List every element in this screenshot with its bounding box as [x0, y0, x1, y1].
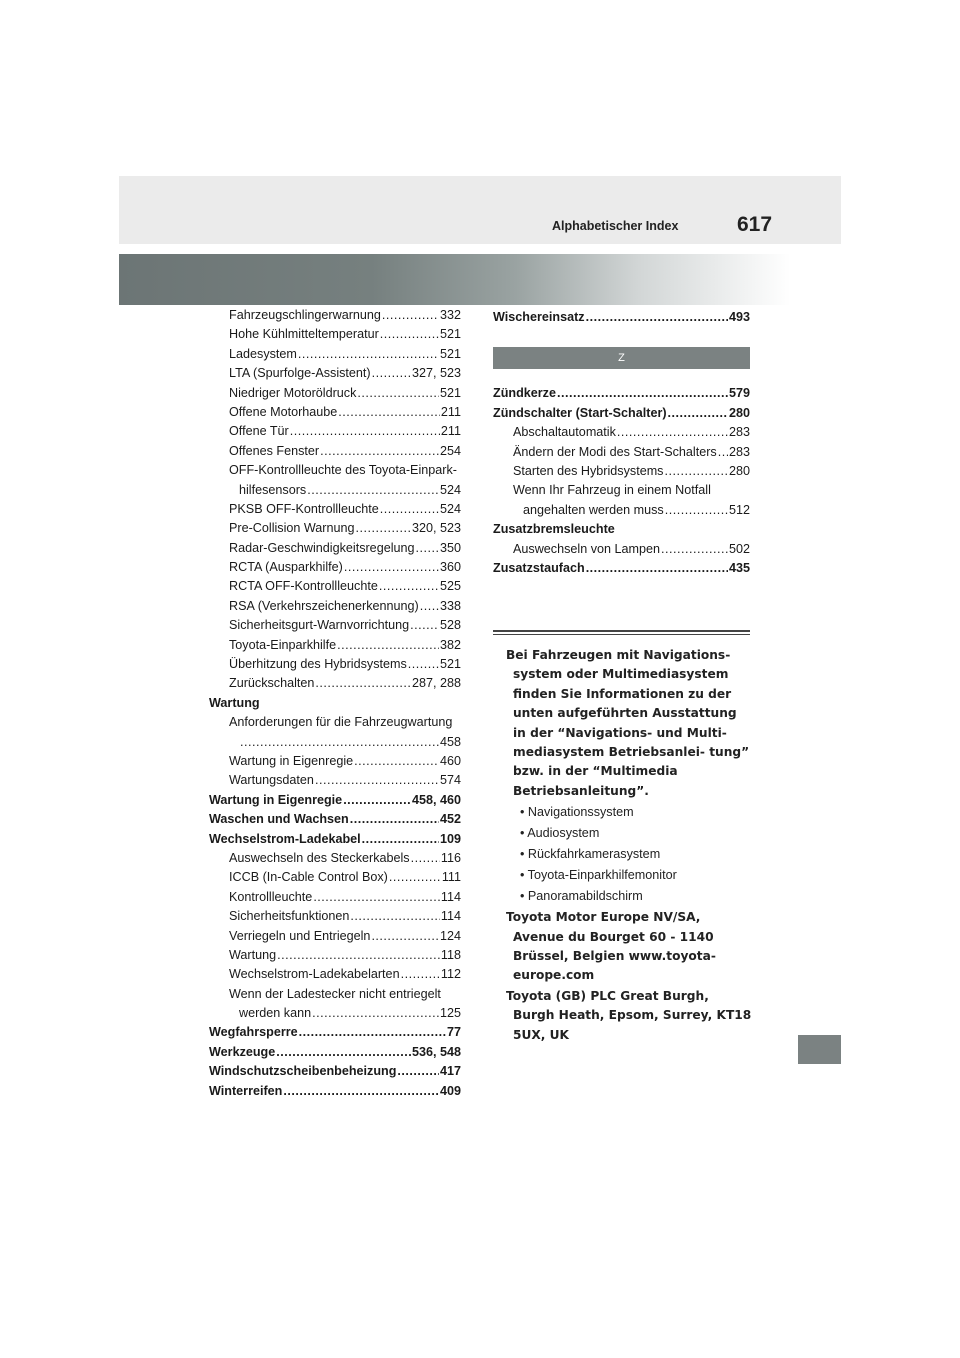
index-entry: [209, 519, 461, 538]
index-entry-page: 525: [439, 579, 461, 594]
leader-dots: [312, 1004, 439, 1023]
header-band: [119, 176, 841, 244]
index-entry-page: 77: [446, 1025, 461, 1040]
index-entry-label: Zusatzbremsleuchte: [493, 522, 615, 537]
leader-dots: [408, 655, 439, 674]
index-entry: [209, 539, 461, 558]
index-entry-label: Zündschalter (Start-Schalter): [493, 405, 667, 420]
index-entry: [209, 616, 461, 635]
index-entry-label: Radar-Geschwindigkeitsregelung: [229, 540, 415, 555]
leader-dots: [315, 771, 439, 790]
leader-dots: [557, 384, 728, 403]
index-entry-page: 211: [440, 404, 461, 419]
index-entry-label: Wartung: [229, 947, 277, 962]
leader-dots: [397, 1062, 439, 1081]
index-entry-label: ICCB (In-Cable Control Box): [229, 870, 388, 885]
info-list-item: • Panoramabildschirm: [520, 889, 643, 904]
index-entry: [209, 674, 461, 693]
index-entry: [493, 384, 750, 403]
leader-dots: [411, 849, 440, 868]
index-entry: [493, 481, 750, 500]
index-entry-label: PKSB OFF-Kontrollleuchte: [229, 501, 379, 516]
index-entry-label: angehalten werden muss: [523, 502, 664, 517]
index-entry: [209, 558, 461, 577]
leader-dots: [718, 443, 728, 462]
leader-dots: [357, 384, 439, 403]
index-entry-label: Wartung in Eigenregie: [209, 792, 343, 807]
index-entry: [493, 559, 750, 578]
index-entry-label: Abschaltautomatik: [513, 425, 616, 440]
leader-dots: [416, 539, 439, 558]
leader-dots: [337, 636, 439, 655]
index-entry: [209, 810, 461, 829]
index-column-right: [493, 308, 750, 578]
address-uk: Toyota (GB) PLC Great Burgh, Burgh Heath, Epsom, Surrey, KT18 5UX, UK: [506, 988, 752, 1042]
index-entry-label: Niedriger Motoröldruck: [229, 385, 357, 400]
thumb-index-tab: [798, 1035, 841, 1064]
index-entry-label: Auswechseln von Lampen: [513, 541, 661, 556]
index-entry: [209, 481, 461, 500]
leader-dots: [276, 1043, 411, 1062]
info-list-item: • Navigationssystem: [520, 805, 634, 820]
index-entry-page: 125: [439, 1006, 461, 1021]
leader-dots: [299, 1023, 446, 1042]
index-entry-page: 211: [440, 424, 461, 439]
index-entry: [209, 306, 461, 325]
index-entry: [209, 733, 461, 752]
index-entry: [209, 403, 461, 422]
leader-dots: [283, 1082, 439, 1101]
section-letter-bar: Z: [493, 347, 750, 369]
index-entry: [209, 946, 461, 965]
index-entry-label: Waschen und Wachsen: [209, 812, 349, 827]
index-entry-label: Winterreifen: [209, 1083, 283, 1098]
index-entry-label: Wenn Ihr Fahrzeug in einem Notfall: [513, 483, 711, 498]
leader-dots: [665, 501, 728, 520]
index-entry: [209, 868, 461, 887]
index-entry: [209, 577, 461, 596]
index-entry: [209, 500, 461, 519]
leader-dots: [362, 830, 439, 849]
leader-dots: [338, 403, 440, 422]
index-entry: [209, 1043, 461, 1062]
index-entry-page: 360: [439, 560, 461, 575]
info-box: [506, 646, 752, 1045]
index-entry-page: 579: [728, 386, 750, 401]
index-entry: [209, 597, 461, 616]
info-list-item: • Audiosystem: [520, 826, 600, 841]
index-entry-page: 435: [728, 560, 750, 575]
index-entry: [209, 694, 461, 713]
index-entry-page: 283: [728, 425, 750, 440]
index-entry-page: 109: [439, 831, 461, 846]
index-entry-label: Wechselstrom-Ladekabel: [209, 831, 361, 846]
index-entry: [209, 752, 461, 771]
index-entry-page: 382: [439, 637, 461, 652]
leader-dots: [661, 540, 728, 559]
index-entry: [209, 345, 461, 364]
index-entry-page: 528: [439, 618, 461, 633]
header-gradient-bar: [119, 254, 841, 305]
leader-dots: [379, 577, 439, 596]
index-entry-page: 116: [440, 850, 461, 865]
index-entry-label: Wartung in Eigenregie: [229, 753, 354, 768]
info-list-item: • Toyota-Einparkhilfemonitor: [520, 868, 677, 883]
leader-dots: [420, 597, 439, 616]
index-entry-page: 350: [439, 540, 461, 555]
index-entry-label: Verriegeln und Entriegeln: [229, 928, 371, 943]
leader-dots: [320, 442, 439, 461]
index-entry-page: 283: [728, 444, 750, 459]
index-entry-label: Fahrzeugschlingerwarnung: [229, 308, 381, 322]
index-entry-label: Wischereinsatz: [493, 310, 585, 324]
index-entry-label: Offenes Fenster: [229, 443, 320, 458]
index-entry: [493, 462, 750, 481]
page-header-title: Alphabetischer Index: [552, 219, 679, 233]
index-entry: [209, 985, 461, 1004]
leader-dots: [380, 500, 439, 519]
index-entry: [209, 907, 461, 926]
index-entry-label: Hohe Kühlmitteltemperatur: [229, 327, 379, 342]
index-entry: [209, 713, 461, 732]
index-entry: [209, 325, 461, 344]
leader-dots: [617, 423, 728, 442]
index-entry-label: Kontrollleuchte: [229, 889, 313, 904]
leader-dots: [343, 791, 411, 810]
index-entry: [209, 1023, 461, 1042]
index-entry: [209, 888, 461, 907]
leader-dots: [389, 868, 441, 887]
index-column-left: [209, 306, 461, 1101]
index-entry-page: 524: [439, 482, 461, 497]
leader-dots: [354, 752, 439, 771]
index-entry-label: Starten des Hybridsystems: [513, 463, 664, 478]
index-entry-page: 114: [440, 889, 461, 904]
index-entry-label: OFF-Kontrollleuchte des Toyota-Einpark-: [229, 463, 457, 478]
index-entry-page: 417: [439, 1064, 461, 1079]
index-entry-label: RCTA OFF-Kontrollleuchte: [229, 579, 378, 594]
leader-dots: [313, 888, 440, 907]
index-entry-page: 502: [728, 541, 750, 556]
index-entry-page: 280: [728, 405, 750, 420]
index-entry-page: 409: [439, 1083, 461, 1098]
index-entry-label: RCTA (Ausparkhilfe): [229, 560, 343, 575]
index-entry-label: hilfesensors: [239, 482, 307, 497]
index-entry-page: 521: [439, 327, 461, 342]
index-entry-page: 521: [439, 657, 461, 672]
index-entry-label: Offene Motorhaube: [229, 404, 338, 419]
index-entry-label: Wartung: [209, 695, 260, 710]
index-entry-page: 320, 523: [411, 521, 461, 536]
leader-dots: [356, 519, 411, 538]
index-entry-label: Werkzeuge: [209, 1044, 276, 1059]
index-entry: [209, 791, 461, 810]
index-entry: [493, 308, 750, 327]
info-divider: [493, 630, 750, 635]
index-entry: [493, 404, 750, 423]
index-entry-label: Toyota-Einparkhilfe: [229, 637, 337, 652]
index-entry: [493, 423, 750, 442]
index-entry-page: 114: [440, 909, 461, 924]
index-entry: [209, 422, 461, 441]
index-entry: [209, 442, 461, 461]
index-entry: [209, 655, 461, 674]
index-entry-page: 458: [439, 734, 461, 749]
info-equipment-list: [506, 802, 752, 907]
index-entry-page: 111: [441, 870, 461, 885]
index-entry-label: Wenn der Ladestecker nicht entriegelt: [229, 986, 441, 1001]
index-entry: [493, 501, 750, 520]
index-entry-label: werden kann: [239, 1006, 312, 1021]
index-entry-page: 254: [439, 443, 461, 458]
index-entry-page: 512: [728, 502, 750, 517]
leader-dots: [586, 308, 728, 327]
index-entry-label: Wechselstrom-Ladekabelarten: [229, 967, 400, 982]
leader-dots: [372, 364, 411, 383]
index-entry: [209, 1004, 461, 1023]
index-entry: [209, 830, 461, 849]
index-entry: [209, 1062, 461, 1081]
index-entry-page: 124: [439, 928, 461, 943]
index-entry-label: Anforderungen für die Fahrzeugwartung: [229, 715, 453, 730]
index-entry: [209, 636, 461, 655]
index-entry-label: RSA (Verkehrszeichenerkennung): [229, 598, 419, 613]
index-entry-label: Zurückschalten: [229, 676, 315, 691]
info-intro: Bei Fahrzeugen mit Navigations- system oder Multimediasystem finden Sie Informationen zu der unten aufgeführten Ausstattung in der “Navigations- und Multi- mediasystem Betriebsanlei- tung” bzw. in der “Multimedia Betriebsanleitung”.: [506, 648, 750, 798]
index-entry-page: 460: [439, 753, 461, 768]
leader-dots: [382, 306, 439, 325]
index-entry: [209, 965, 461, 984]
index-entry-page: 521: [439, 385, 461, 400]
index-entry: [493, 443, 750, 462]
leader-dots: [664, 462, 728, 481]
index-entry: [209, 364, 461, 383]
index-entry-page: 287, 288: [411, 676, 461, 691]
index-entry-page: 112: [440, 967, 461, 982]
leader-dots: [298, 345, 439, 364]
leader-dots: [344, 558, 439, 577]
index-entry-label: Sicherheitsfunktionen: [229, 909, 350, 924]
index-entry: [209, 461, 461, 480]
index-entry: [493, 520, 750, 539]
index-entry-label: Ändern der Modi des Start-Schalters: [513, 444, 717, 459]
index-entry-label: Wartungsdaten: [229, 773, 314, 788]
index-entry: [209, 1082, 461, 1101]
index-entry-label: Zündkerze: [493, 386, 556, 401]
index-entry-label: Pre-Collision Warnung: [229, 521, 355, 536]
leader-dots: [410, 616, 439, 635]
leader-dots: [315, 674, 411, 693]
leader-dots: [350, 907, 440, 926]
index-entry-label: LTA (Spurfolge-Assistent): [229, 366, 371, 381]
leader-dots: [307, 481, 439, 500]
index-entry-page: 524: [439, 501, 461, 516]
leader-dots: [277, 946, 440, 965]
leader-dots: [586, 559, 728, 578]
leader-dots: [668, 404, 728, 423]
index-entry-page: 118: [440, 947, 461, 962]
leader-dots: [240, 733, 439, 752]
index-entry-page: 332: [439, 308, 461, 322]
index-entry-page: 452: [439, 812, 461, 827]
index-entry-label: Zusatzstaufach: [493, 560, 585, 575]
index-entry-label: Überhitzung des Hybridsystems: [229, 657, 407, 672]
index-entry-page: 536, 548: [411, 1044, 461, 1059]
index-entry-page: 521: [439, 346, 461, 361]
index-entry: [209, 771, 461, 790]
index-entry-label: Ladesystem: [229, 346, 297, 361]
index-entry-page: 280: [728, 463, 750, 478]
index-entry-page: 493: [728, 310, 750, 324]
index-entry-label: Offene Tür: [229, 424, 289, 439]
index-entry-page: 458, 460: [411, 792, 461, 807]
index-entry-page: 338: [439, 598, 461, 613]
index-entry: [209, 849, 461, 868]
index-entry: [493, 540, 750, 559]
index-entry: [209, 927, 461, 946]
index-entry-label: Auswechseln des Steckerkabels: [229, 850, 410, 865]
leader-dots: [380, 325, 439, 344]
leader-dots: [350, 810, 439, 829]
leader-dots: [371, 927, 439, 946]
page-number: 617: [737, 213, 773, 236]
address-europe: Toyota Motor Europe NV/SA, Avenue du Bourget 60 - 1140 Brüssel, Belgien www.toyota- europe.com: [506, 910, 716, 983]
leader-dots: [401, 965, 440, 984]
index-entry-page: 327, 523: [411, 366, 461, 381]
index-entry-label: Wegfahrsperre: [209, 1025, 298, 1040]
leader-dots: [290, 422, 440, 441]
index-entry: [209, 384, 461, 403]
index-entry-label: Windschutzscheibenbeheizung: [209, 1064, 397, 1079]
index-entry-page: 574: [439, 773, 461, 788]
info-list-item: • Rückfahrkamerasystem: [520, 847, 661, 862]
index-entry-label: Sicherheitsgurt-Warnvorrichtung: [229, 618, 410, 633]
